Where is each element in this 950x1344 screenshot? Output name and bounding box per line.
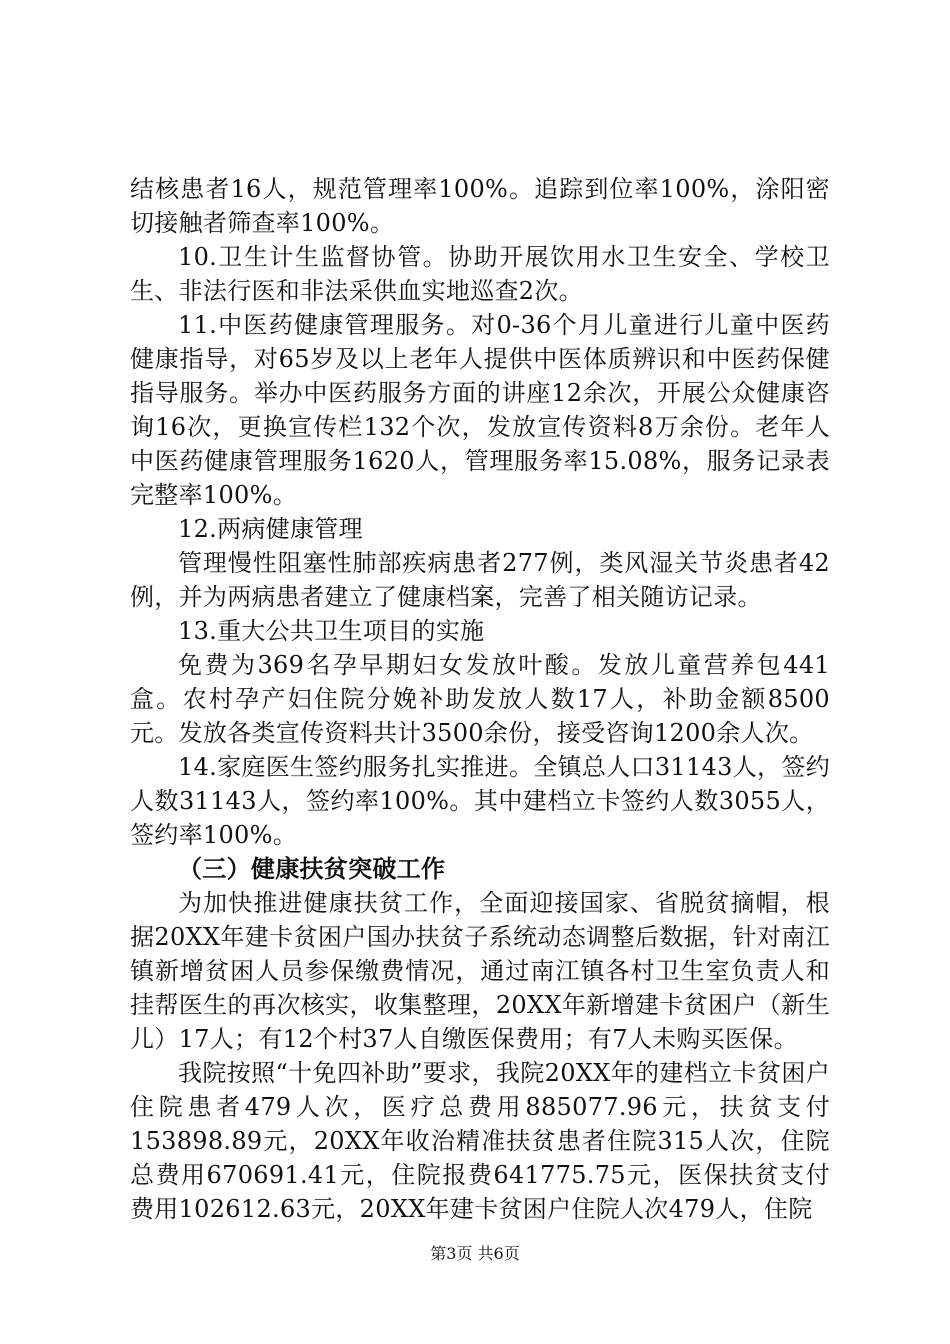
section-heading-health-poverty: （三）健康扶贫突破工作 <box>178 855 446 883</box>
paragraph-poverty-overview: 为加快推进健康扶贫工作，全面迎接国家、省脱贫摘帽，根据20XX年建卡贫困户国办扶贫子系统动态调整后数据，针对南江镇新增贫困人员参保缴费情况，通过南江镇各村卫生室负责人和挂帮医生的再次核实，收集整理，20XX年新增建卡贫困户（新生儿）17人；有12个村37人自缴医保费用；有7人未购买医保。 <box>130 889 830 1053</box>
paragraph-item-10: 10.卫生计生监督协管。协助开展饮用水卫生安全、学校卫生、非法行医和非法采供血实地巡查2次。 <box>130 243 830 305</box>
paragraph-tb-management: 结核患者16人，规范管理率100%。追踪到位率100%，涂阳密切接触者筛查率100%。 <box>130 175 830 237</box>
paragraph-poverty-costs: 我院按照“十免四补助”要求，我院20XX年的建档立卡贫困户住院患者479人次，医疗总费用885077.96元，扶贫支付153898.89元，20XX年收治精准扶贫患者住院315人次，住院总费用670691.41元，住院报费641775.75元，医保扶贫支付费用102612.63元，20XX年建卡贫困户住院人次479人，住院 <box>130 1059 830 1223</box>
paragraph-item-13-body: 免费为369名孕早期妇女发放叶酸。发放儿童营养包441盒。农村孕产妇住院分娩补助发放人数17人，补助金额8500元。发放各类宣传资料共计3500余份，接受咨询1200余人次。 <box>130 651 830 747</box>
paragraph-item-12-title: 12.两病健康管理 <box>178 515 363 543</box>
paragraph-item-14: 14.家庭医生签约服务扎实推进。全镇总人口31143人，签约人数31143人，签约率100%。其中建档立卡签约人数3055人，签约率100%。 <box>130 753 830 849</box>
page-footer: 第3页 共6页 <box>430 1244 520 1263</box>
paragraph-item-11: 11.中医药健康管理服务。对0-36个月儿童进行儿童中医药健康指导，对65岁及以上老年人提供中医体质辨识和中医药保健指导服务。举办中医药服务方面的讲座12余次，开展公众健康咨询16次，更换宣传栏132个次，发放宣传资料8万余份。老年人中医药健康管理服务1620人，管理服务率15.08%，服务记录表完整率100%。 <box>130 311 830 509</box>
document-body <box>130 172 830 1226</box>
paragraph-item-13-title: 13.重大公共卫生项目的实施 <box>178 617 485 645</box>
paragraph-item-12-body: 管理慢性阻塞性肺部疾病患者277例，类风湿关节炎患者42例，并为两病患者建立了健康档案，完善了相关随访记录。 <box>130 549 830 611</box>
